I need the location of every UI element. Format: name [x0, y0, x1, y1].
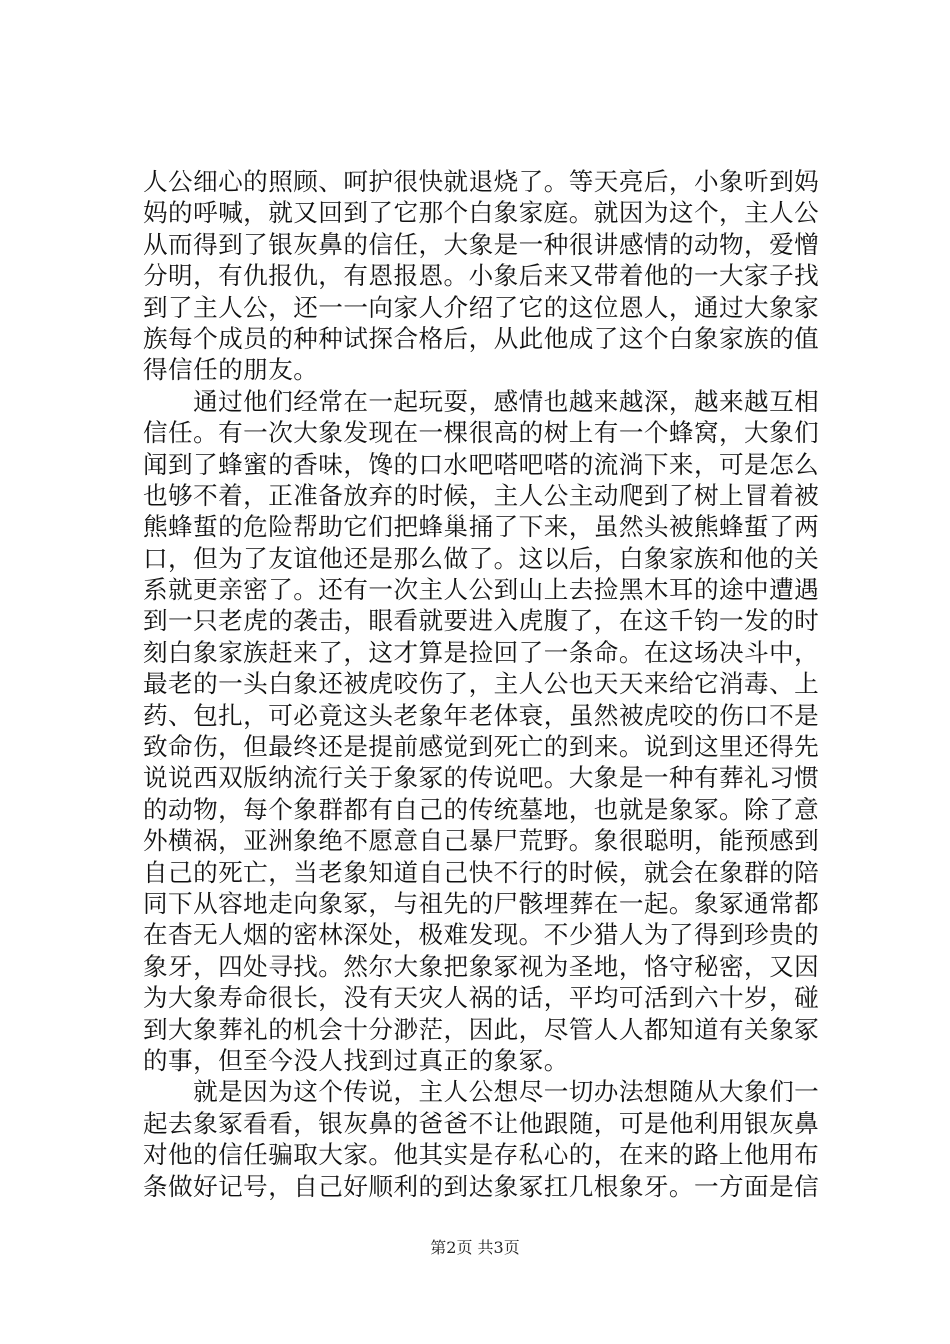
text-line: 起去象冢看看，银灰鼻的爸爸不让他跟随，可是他利用银灰鼻: [143, 1108, 820, 1138]
text-line: 就是因为这个传说，主人公想尽一切办法想随从大象们一: [143, 1077, 820, 1107]
text-line: 条做好记号，自己好顺利的到达象冢扛几根象牙。一方面是信: [143, 1171, 820, 1201]
text-line: 熊蜂蜇的危险帮助它们把蜂巢捅了下来，虽然头被熊蜂蜇了两: [143, 512, 820, 542]
text-line: 通过他们经常在一起玩耍，感情也越来越深，越来越互相: [143, 386, 820, 416]
text-line: 药、包扎，可必竟这头老象年老体衰，虽然被虎咬的伤口不是: [143, 700, 820, 730]
text-line: 对他的信任骗取大家。他其实是存私心的，在来的路上他用布: [143, 1140, 820, 1170]
text-line: 信任。有一次大象发现在一棵很高的树上有一个蜂窝，大象们: [143, 418, 820, 448]
text-line: 致命伤，但最终还是提前感觉到死亡的到来。说到这里还得先: [143, 732, 820, 762]
text-line: 族每个成员的种种试探合格后，从此他成了这个白象家族的值: [143, 323, 820, 353]
text-line: 为大象寿命很长，没有天灾人祸的话，平均可活到六十岁，碰: [143, 983, 820, 1013]
text-line: 自己的死亡，当老象知道自己快不行的时候，就会在象群的陪: [143, 857, 820, 887]
text-line: 到大象葬礼的机会十分渺茫，因此，尽管人人都知道有关象冢: [143, 1014, 820, 1044]
body-text: [143, 166, 820, 1202]
text-line: 闻到了蜂蜜的香味，馋的口水吧嗒吧嗒的流淌下来，可是怎么: [143, 449, 820, 479]
text-line: 也够不着，正准备放弃的时候，主人公主动爬到了树上冒着被: [143, 480, 820, 510]
text-line: 人公细心的照顾、呵护很快就退烧了。等天亮后，小象听到妈: [143, 167, 820, 196]
text-line: 的动物，每个象群都有自己的传统墓地，也就是象冢。除了意: [143, 794, 820, 824]
text-line: 口，但为了友谊他还是那么做了。这以后，白象家族和他的关: [143, 543, 820, 573]
text-line: 妈的呼喊，就又回到了它那个白象家庭。就因为这个，主人公: [143, 198, 820, 228]
text-line: 系就更亲密了。还有一次主人公到山上去捡黑木耳的途中遭遇: [143, 575, 820, 605]
text-line: 象牙，四处寻找。然尔大象把象冢视为圣地，恪守秘密，又因: [143, 951, 820, 981]
text-line: 在杳无人烟的密林深处，极难发现。不少猎人为了得到珍贵的: [143, 920, 820, 950]
page-footer: 第2页 共3页: [430, 1238, 520, 1257]
text-line: 到了主人公，还一一向家人介绍了它的这位恩人，通过大象家: [143, 292, 820, 322]
text-line: 到一只老虎的袭击，眼看就要进入虎腹了，在这千钧一发的时: [143, 606, 820, 636]
text-line: 外横祸，亚洲象绝不愿意自己暴尸荒野。象很聪明，能预感到: [143, 826, 820, 856]
text-line: 得信任的朋友。: [143, 355, 319, 385]
text-line: 刻白象家族赶来了，这才算是捡回了一条命。在这场决斗中，: [143, 637, 820, 667]
text-line: 最老的一头白象还被虎咬伤了，主人公也天天来给它消毒、上: [143, 669, 820, 699]
text-line: 的事，但至今没人找到过真正的象冢。: [143, 1045, 569, 1075]
text-line: 从而得到了银灰鼻的信任，大象是一种很讲感情的动物，爱憎: [143, 229, 820, 259]
text-line: 同下从容地走向象冢，与祖先的尸骸埋葬在一起。象冢通常都: [143, 888, 820, 918]
text-line: 说说西双版纳流行关于象冢的传说吧。大象是一种有葬礼习惯: [143, 763, 820, 793]
text-line: 分明，有仇报仇，有恩报恩。小象后来又带着他的一大家子找: [143, 261, 820, 291]
